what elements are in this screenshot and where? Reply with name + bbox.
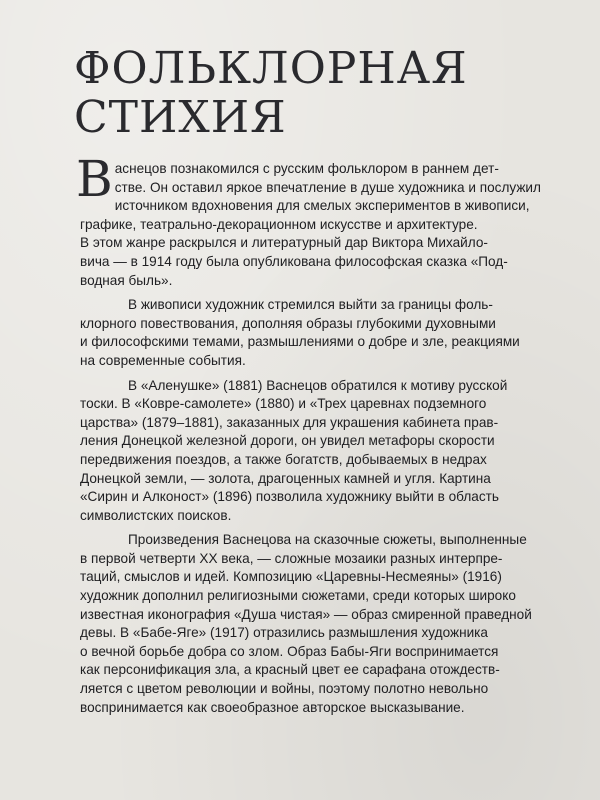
section-heading <box>74 44 468 142</box>
paragraph-2: В живописи художник стремился выйти за границы фоль- клорного повествования, дополняя образы глубокими духовными и философскими темами, размышлениями о добре и зле, реакциями на современные события. <box>80 297 520 368</box>
paragraph-4: Произведения Васнецова на сказочные сюжеты, выполненные в первой четверти XX века, — сложные мозаики разных интерпре- таций, смыслов и идей. Композицию «Царевны-Несмеяны» (1916) художник дополнил религиозными сюжетами, среди которых широко известная иконография «Душа чистая» — образ смиренной праведной девы. В «Бабе-Яге» (1917) отразились размышления художника о вечной борьбе добра со злом. Образ Бабы-Яги воспринимается как персонификация зла, а красный цвет ее сарафана отождеств- ляется с цветом революции и войны, поэтому полотно невольно воспринимается как своеобразное авторское высказывание. <box>80 532 532 715</box>
paragraph-3: В «Аленушке» (1881) Васнецов обратился к мотиву русской тоски. В «Ковре-самолете» (1880) и «Трех царевнах подземного царства» (1879–1881), заказанных для украшения кабинета прав- ления Донецкой железной дороги, он увидел метафоры скорости передвижения поездов, а также богатств, добываемых в недрах Донецкой земли, — золота, драгоценных камней и угля. Картина «Сирин и Алконост» (1896) позволила художнику выйти в область символистских поисков. <box>80 377 508 523</box>
paragraph-1 <box>76 150 550 290</box>
drop-cap: В <box>76 150 113 208</box>
heading-line-1: ФОЛЬКЛОРНАЯ <box>74 43 468 94</box>
paragraph-1-text: аснецов познакомился с русским фольклором в раннем дет- стве. Он оставил яркое впечатление в душе художника и послужил источником вдохновения для смелых экспериментов в живописи, графике, театрально-декорационном искусстве и архитектуре. В этом жанре раскрылся и литературный дар Виктора Михайло- вича — в 1914 году была опубликована философская сказка «Под- водная быль». <box>80 161 541 288</box>
article-body <box>76 150 550 723</box>
heading-line-2: СТИХИЯ <box>74 92 287 143</box>
